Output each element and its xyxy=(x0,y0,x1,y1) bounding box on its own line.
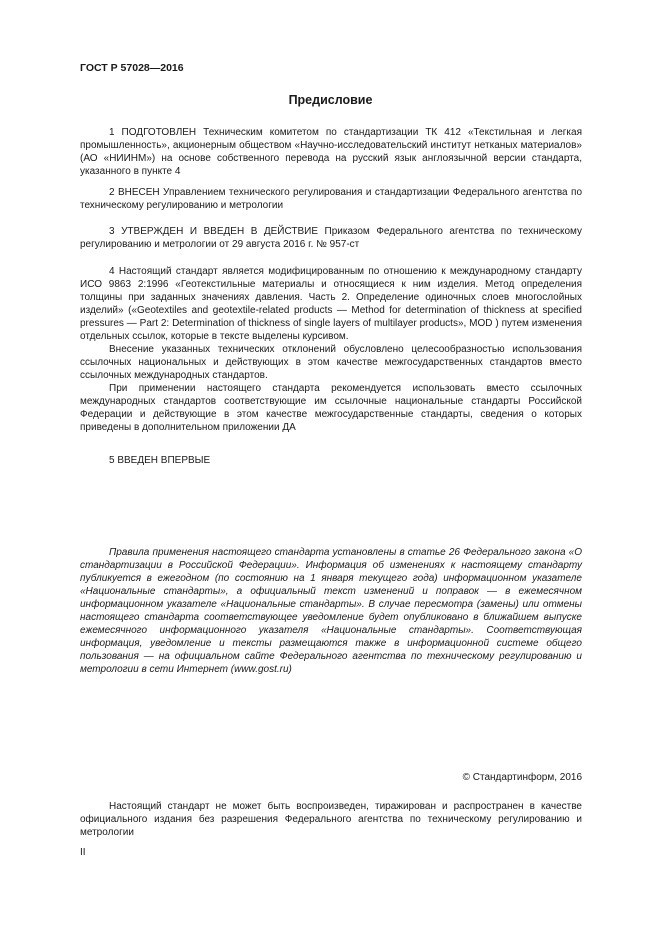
item-1-text: 1 ПОДГОТОВЛЕН Техническим комитетом по стандартизации ТК 412 «Текстильная и легкая промышленность», акционерным обществом «Научно-исследовательский институт нетканых материалов» (АО «НИИНМ») на основе собственного перевода на русский язык англоязычной версии стандарта, указанного в пункте 4 xyxy=(80,127,582,177)
reproduction-text: Настоящий стандарт не может быть воспроизведен, тиражирован и распространен в качестве официального издания без разрешения Федерального агентства по техническому регулированию и метрологии xyxy=(80,801,582,838)
page-number: II xyxy=(80,847,86,858)
item-1 xyxy=(80,126,582,178)
item-4 xyxy=(80,265,582,434)
document-header: ГОСТ Р 57028—2016 xyxy=(80,62,184,74)
page-title: Предисловие xyxy=(288,93,373,107)
item-5 xyxy=(80,454,582,467)
application-rules-notice xyxy=(80,546,582,676)
item-2-text: 2 ВНЕСЕН Управлением технического регулирования и стандартизации Федерального агентства по техническому регулированию и метрологии xyxy=(80,187,582,211)
item-4-recommendation-text: При применении настоящего стандарта рекомендуется использовать вместо ссылочных международных стандартов соответствующие им ссылочные национальные стандарты Российской Федерации и действующие в этом качестве межгосударственные стандарты, сведения о которых приведены в дополнительном приложении ДА xyxy=(80,383,582,433)
item-2 xyxy=(80,186,582,212)
reproduction-notice xyxy=(80,800,582,839)
item-5-text: 5 ВВЕДЕН ВПЕРВЫЕ xyxy=(109,455,211,466)
item-3-text: 3 УТВЕРЖДЕН И ВВЕДЕН В ДЕЙСТВИЕ Приказом Федерального агентства по техническому регулированию и метрологии от 29 августа 2016 г. № 957-ст xyxy=(80,226,582,250)
copyright: © Стандартинформ, 2016 xyxy=(462,772,582,783)
item-3 xyxy=(80,225,582,251)
notice-text: Правила применения настоящего стандарта установлены в статье 26 Федерального закона «О стандартизации в Российской Федерации». Информация об изменениях к настоящему стандарту публикуется в ежегодном (по состоянию на 1 января текущего года) информационном указателе «Национальные стандарты», а официальный текст изменений и поправок — в ежемесячном информационном указателе «Национальные стандарты». В случае пересмотра (замены) или отмены настоящего стандарта соответствующее уведомление будет опубликовано в ближайшем выпуске ежемесячного информационного указателя «Национальные стандарты». Соответствующая информация, уведомление и тексты размещаются также в информационной системе общего пользования — на официальном сайте Федерального агентства по техническому регулированию и метрологии в сети Интернет (www.gost.ru) xyxy=(80,547,582,675)
item-4-text: 4 Настоящий стандарт является модифицированным по отношению к международному стандарту ИСО 9863 2:1996 «Геотекстильные материалы и относящиеся к ним изделия. Метод определения толщины при заданных значениях давления. Часть 2. Определение одиночных слоев многослойных изделий» («Geotextiles and geotextile-related products — Method for determination of thickness at specified pressures — Part 2: Determination of thickness of single layers of multilayer products», MOD ) путем изменения отдельных ссылок, которые в тексте выделены курсивом. xyxy=(80,266,582,342)
item-4-deviation-text: Внесение указанных технических отклонений обусловлено целесообразностью использования ссылочных национальных и действующих в этом качестве межгосударственных стандартов вместо ссылочных международных стандартов. xyxy=(80,344,582,381)
